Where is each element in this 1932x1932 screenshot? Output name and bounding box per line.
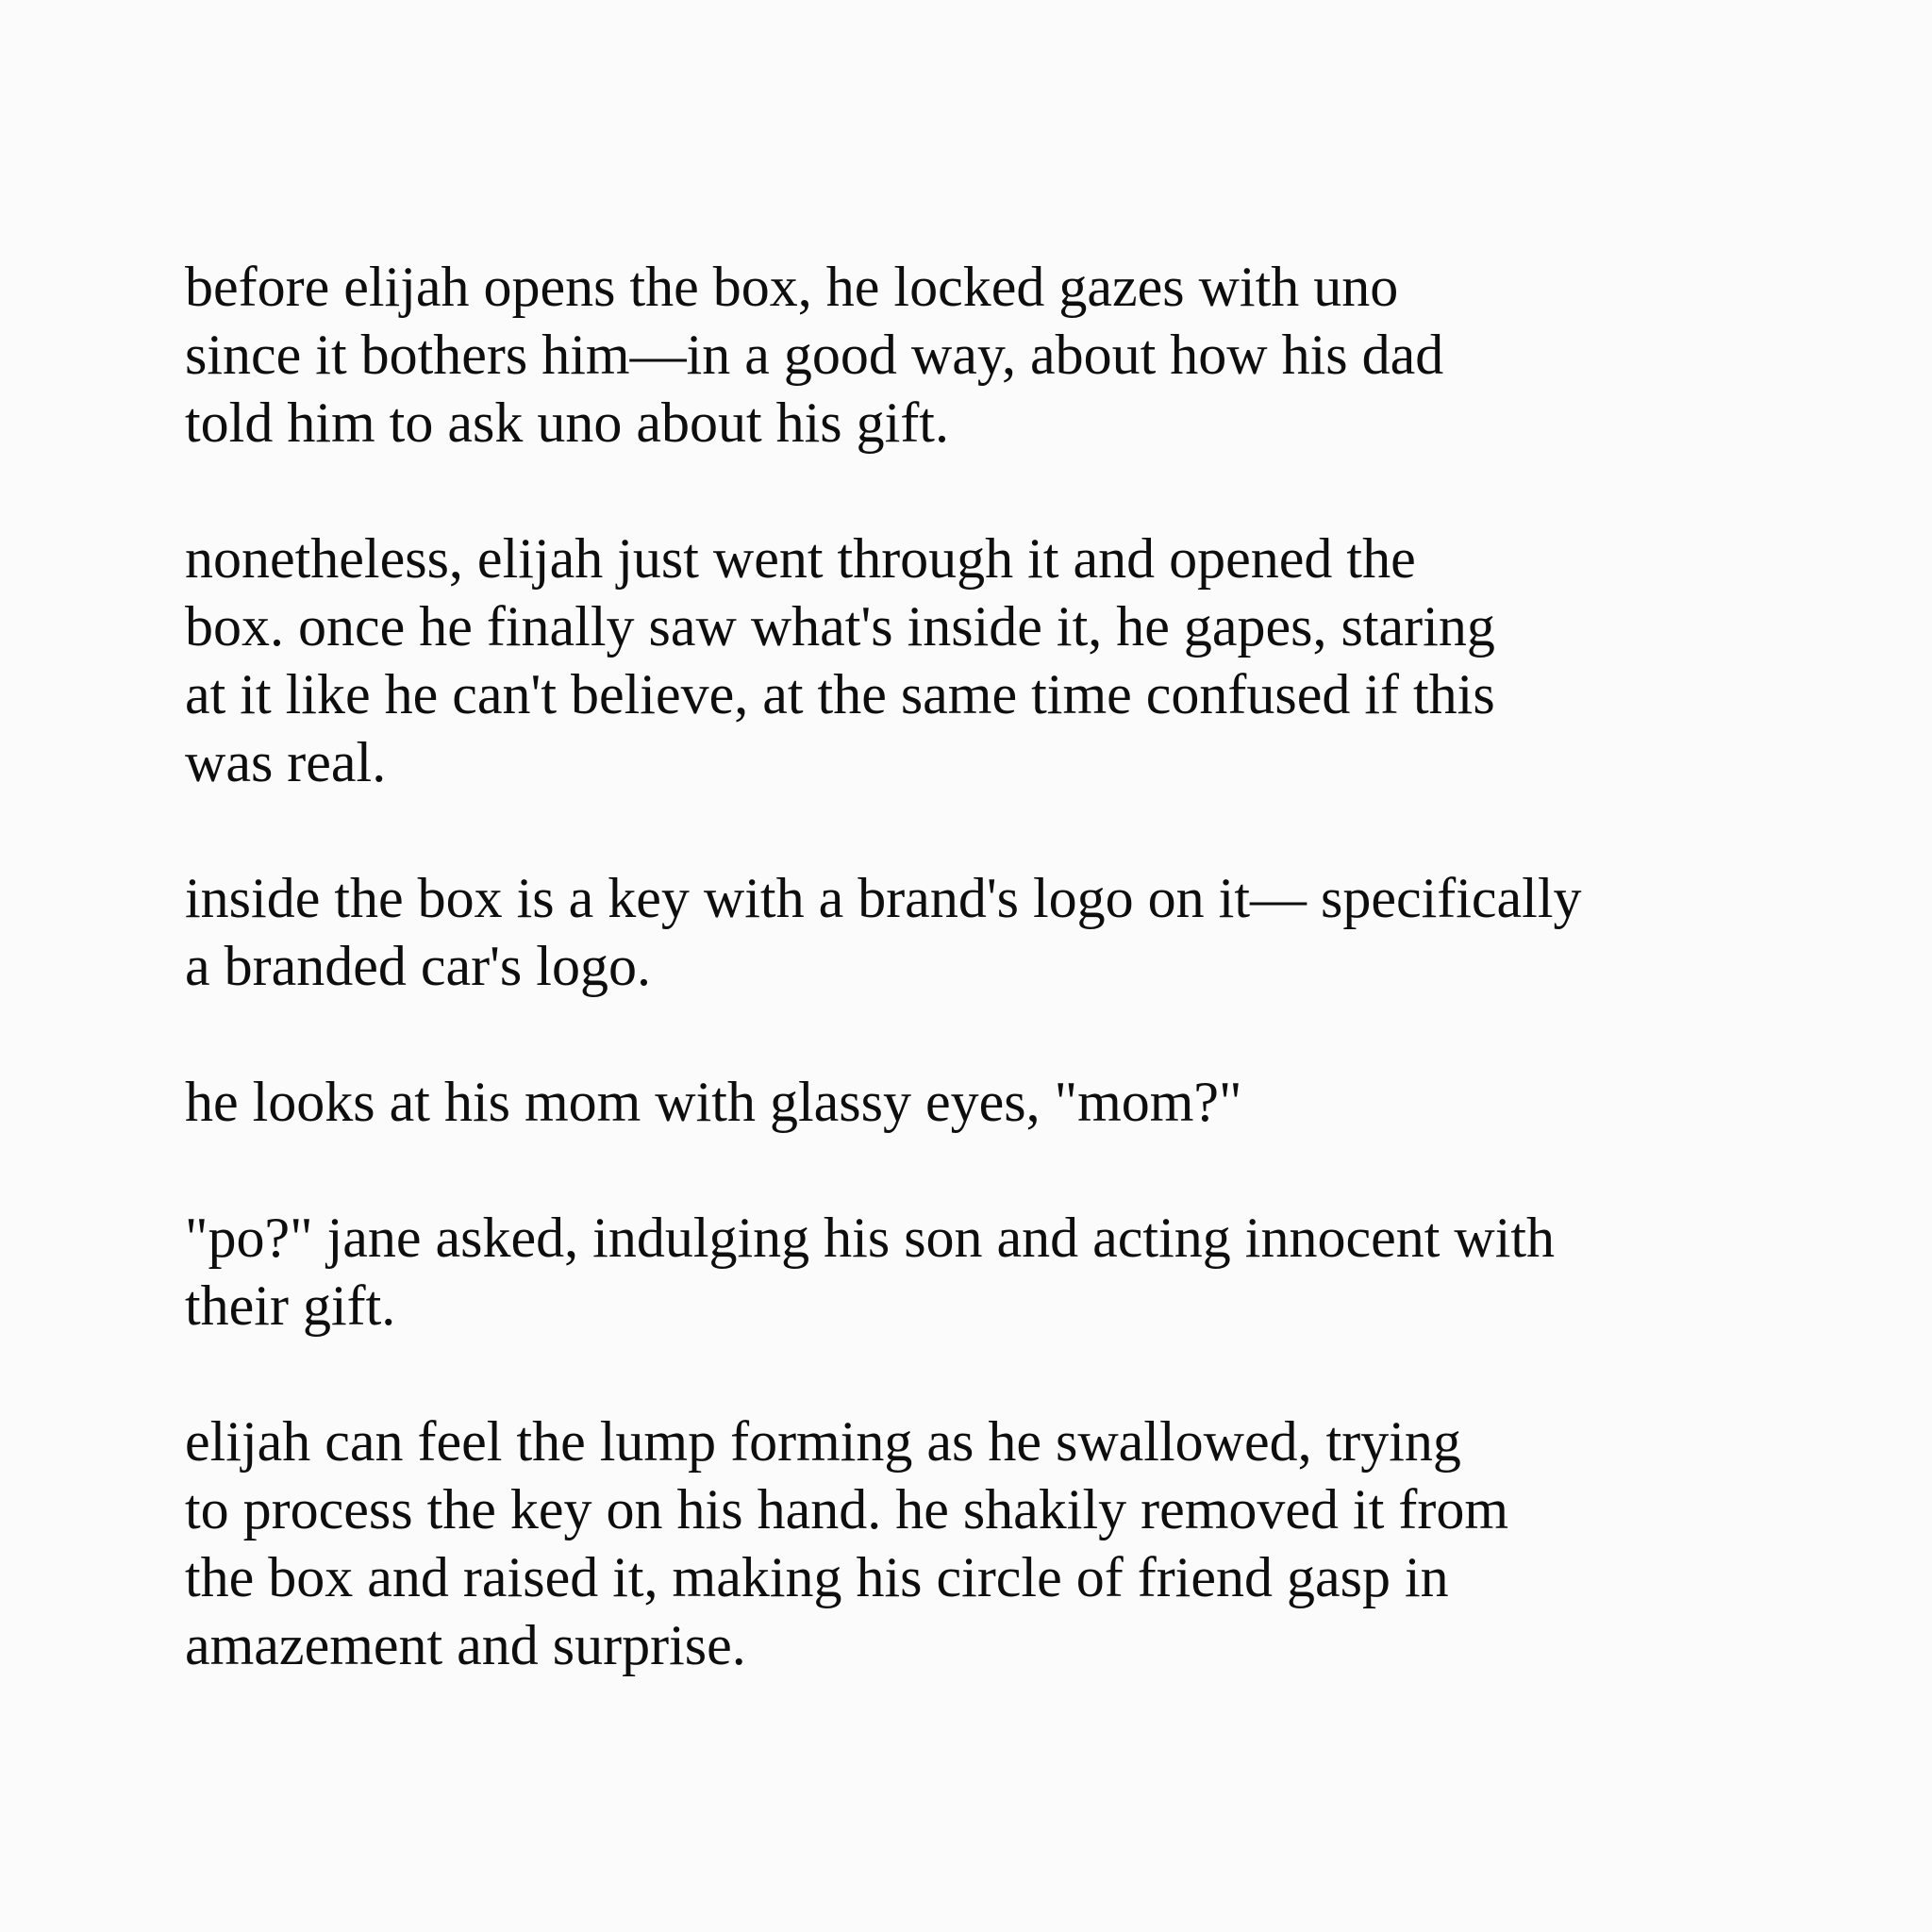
paragraph-line: "po?" jane asked, indulging his son and acting innocent with [185,1207,1556,1269]
paragraph-line: box. once he finally saw what's inside it, he gapes, staring [185,595,1495,658]
paragraph-line: to process the key on his hand. he shakily removed it from [185,1478,1509,1541]
paragraph-line: the box and raised it, making his circle of friend gasp in [185,1546,1449,1608]
paragraph-2 [185,525,1789,796]
paragraph-line: their gift. [185,1274,396,1337]
paragraph-line: told him to ask uno about his gift. [185,391,949,454]
paragraph-line: amazement and surprise. [185,1614,746,1676]
paragraph-line: elijah can feel the lump forming as he swallowed, trying [185,1410,1461,1473]
paragraph-line: inside the box is a key with a brand's logo on it— specifically [185,867,1582,929]
paragraph-1 [185,253,1789,457]
paragraph-4 [185,1068,1789,1136]
paragraph-line: nonetheless, elijah just went through it and opened the [185,527,1416,590]
paragraph-5 [185,1204,1789,1340]
paragraph-line: he looks at his mom with glassy eyes, "mom?" [185,1071,1242,1133]
paragraph-line: a branded car's logo. [185,935,651,997]
paragraph-line: before elijah opens the box, he locked gazes with uno [185,256,1399,318]
paragraph-line: was real. [185,731,387,793]
paragraph-line: since it bothers him—in a good way, about how his dad [185,324,1444,386]
paragraph-6 [185,1407,1789,1679]
paragraph-3 [185,864,1789,1000]
paragraph-line: at it like he can't believe, at the same time confused if this [185,663,1495,725]
story-text [185,253,1789,1747]
